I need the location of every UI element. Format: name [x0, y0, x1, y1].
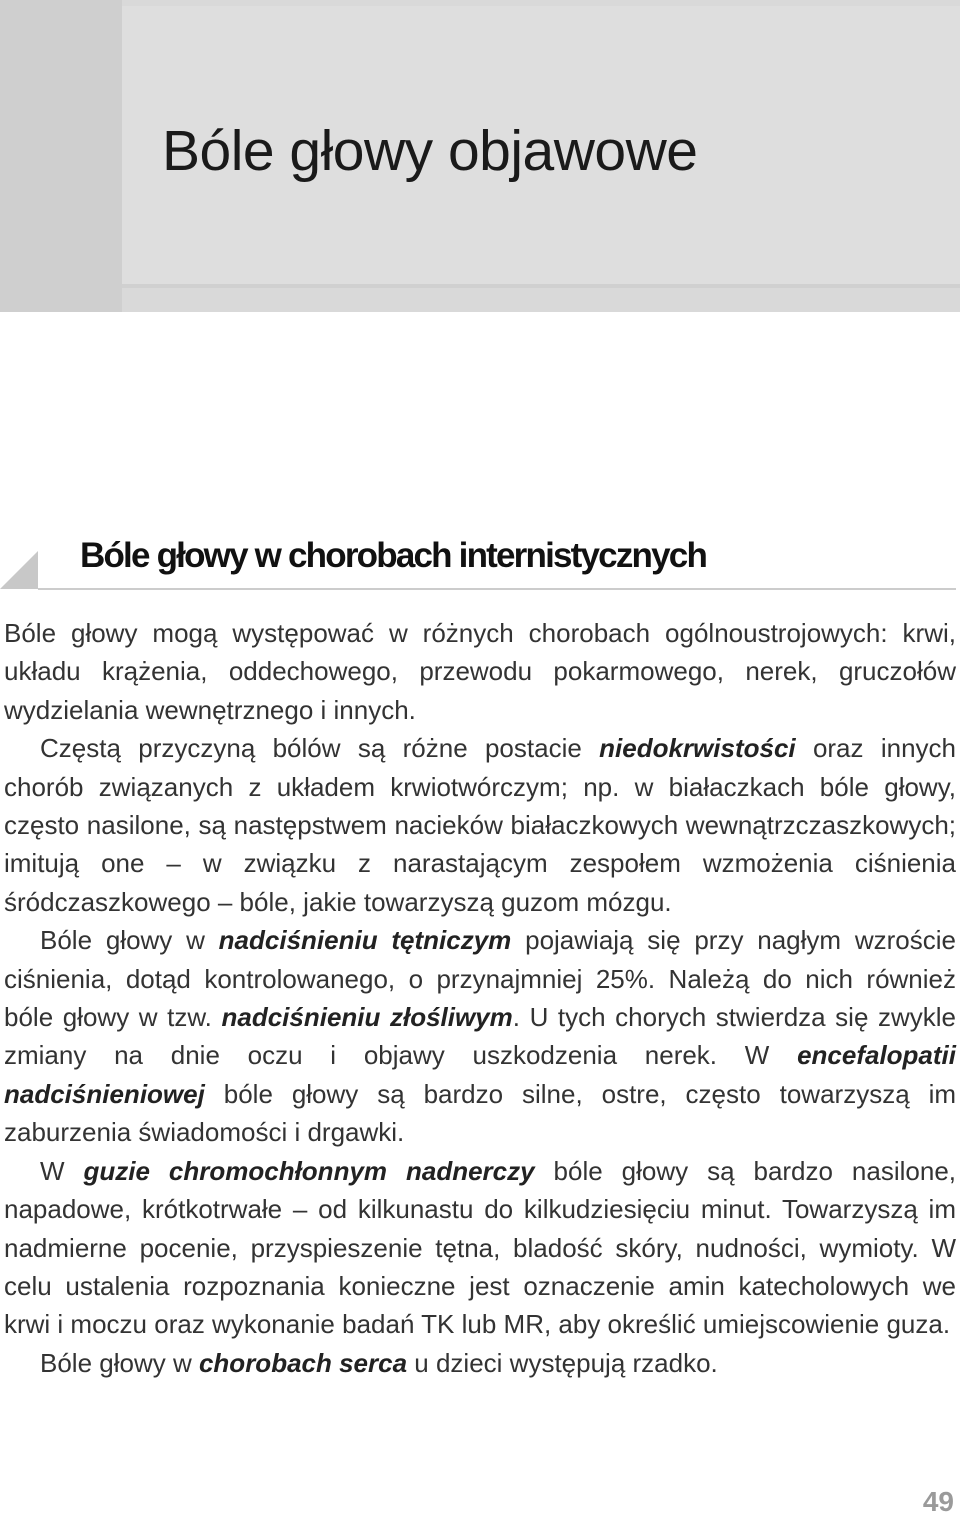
emphasis-term: chorobach serca	[198, 1347, 408, 1378]
emphasis-term: nadciśnieniu złośliwym	[221, 1002, 513, 1033]
body-text	[4, 614, 956, 1382]
paragraph-text: bóle głowy są bardzo silne, ostre, często towarzyszą im zaburzenia świadomości i drgawki.	[4, 1078, 956, 1148]
emphasis-term: guzie chromochłonnym nadnerczy	[83, 1155, 535, 1186]
section-marker-triangle	[0, 551, 38, 589]
emphasis-term: niedokrwistości	[599, 733, 796, 764]
section-divider	[38, 588, 956, 590]
paragraph-text: pojawiają się przy nagłym wzroście ciśnienia, dotąd kontrolowanego, o przynajmniej 25%. Należą do nich również bóle głowy w tzw.	[4, 925, 956, 1033]
chapter-title: Bóle głowy objawowe	[162, 119, 698, 183]
paragraph-text: Bóle głowy w	[40, 925, 219, 956]
paragraph-text: Bóle głowy w	[40, 1347, 199, 1378]
paragraph-5	[4, 1344, 956, 1382]
paragraph-text: W	[40, 1155, 84, 1186]
paragraph-2	[4, 729, 956, 921]
paragraph-text: oraz innych chorób związanych z układem krwiotwórczym; np. w białaczkach bóle głowy, często nasilone, są następstwem nacieków białaczkowych wewnątrzczaszkowych; imitują one – w związku z narastającym zespołem wzmożenia ciśnienia śródczaszkowego – bóle, jakie towarzyszą guzom mózgu.	[4, 733, 956, 917]
paragraph-text: Bóle głowy mogą występować w różnych chorobach ogólnoustrojowych: krwi, układu krążenia, oddechowego, przewodu pokarmowego, nerek, gruczołów wydzielania wewnętrznego i innych.	[4, 618, 956, 725]
paragraph-text: . U tych chorych stwierdza się zwykle zmiany na dnie oczu i objawy uszkodzenia nerek. W	[4, 1002, 956, 1071]
emphasis-term: nadciśnieniu tętniczym	[218, 925, 512, 956]
paragraph-text: u dzieci występują rzadko.	[407, 1347, 718, 1378]
section-title: Bóle głowy w chorobach internistycznych	[80, 536, 707, 575]
paragraph-3	[4, 921, 956, 1151]
header-left-strip	[0, 0, 122, 312]
paragraph-text: Częstą przyczyną bólów są różne postacie	[40, 733, 600, 764]
paragraph-1	[4, 614, 956, 729]
paragraph-4	[4, 1152, 956, 1344]
emphasis-term: encefalopatii nadciśnieniowej	[4, 1040, 956, 1109]
paragraph-text: bóle głowy są bardzo nasilone, napadowe, krótkotrwałe – od kilkunastu do kilkudziesięciu minut. Towarzyszą im nadmierne pocenie, przyspieszenie tętna, bladość skóry, nudności, wymioty. W celu ustalenia rozpoznania konieczne jest oznaczenie amin katecholowych we krwi i moczu oraz wykonanie badań TK lub MR, aby określić umiejscowienie guza.	[4, 1155, 957, 1340]
page-number: 49	[922, 1486, 954, 1517]
